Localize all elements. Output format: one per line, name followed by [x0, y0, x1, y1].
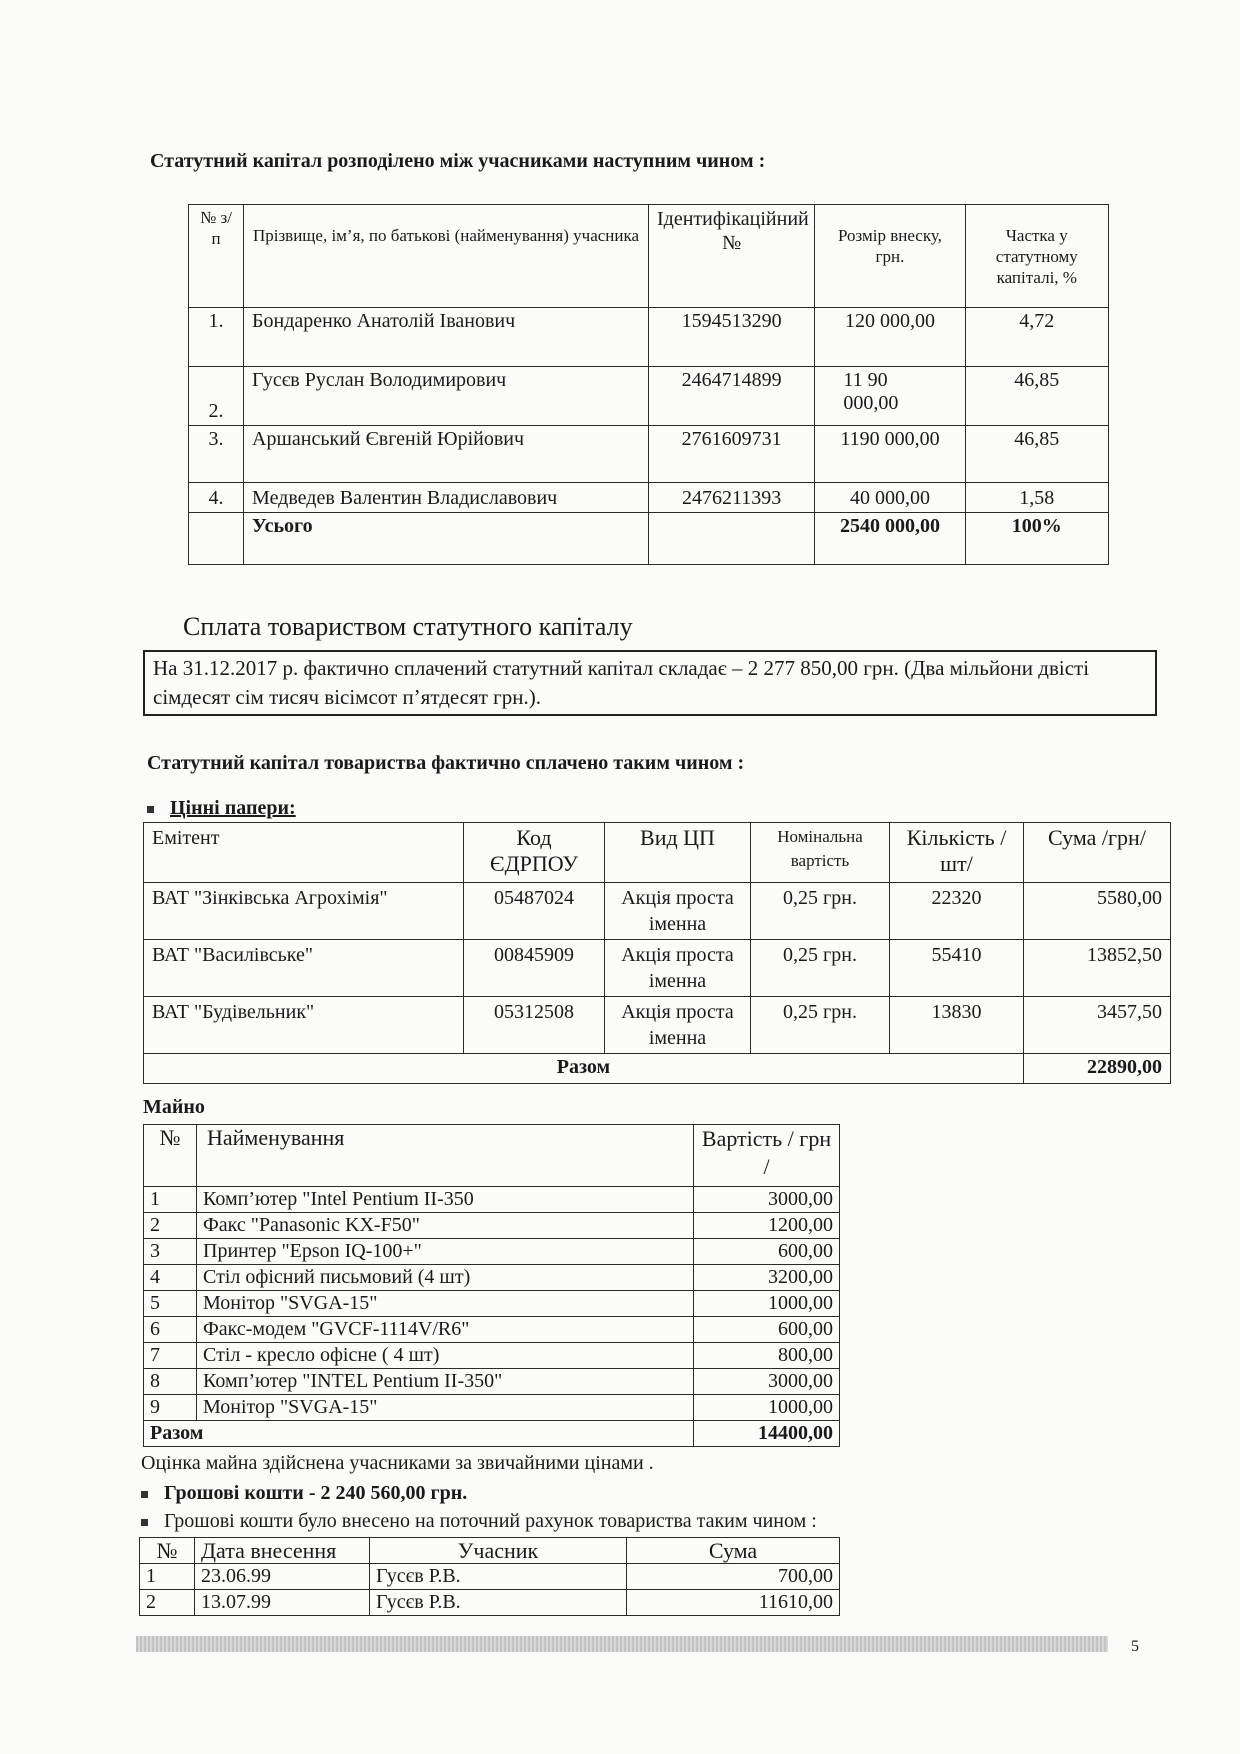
cell-num: 1.	[189, 308, 244, 367]
cell-issuer: ВАТ "Будівельник"	[144, 997, 464, 1054]
cell-sum: 700,00	[627, 1564, 840, 1590]
section-heading-property: Майно	[143, 1096, 205, 1118]
section-heading-payment: Сплата товариством статутного капіталу	[183, 612, 633, 641]
table-row	[144, 1265, 840, 1291]
bullet-icon	[147, 806, 154, 813]
table-total-row	[189, 513, 1109, 565]
cell-value: 600,00	[694, 1239, 840, 1265]
cell-id: 2476211393	[648, 483, 814, 513]
table-row	[144, 1187, 840, 1213]
header-id: Ідентифікаційний №	[648, 205, 814, 308]
cell-name: Комп’ютер "INTEL Pentium II-350"	[197, 1369, 694, 1395]
cell-qty: 55410	[890, 940, 1024, 997]
cell-value: 800,00	[694, 1343, 840, 1369]
cell-share: 4,72	[965, 308, 1108, 367]
cell-value: 3000,00	[694, 1369, 840, 1395]
cell-name: Аршанський Євгеній Юрійович	[244, 426, 649, 483]
cell-id: 2761609731	[648, 426, 814, 483]
header-name: Найменування	[197, 1125, 694, 1187]
section-heading-paid-manner: Статутний капітал товариства фактично сплачено таким чином :	[147, 752, 745, 774]
table-row	[144, 1317, 840, 1343]
cell-share: 46,85	[965, 367, 1108, 426]
table-row	[144, 1213, 840, 1239]
table-total-row	[144, 1054, 1171, 1084]
cell-name: Медведев Валентин Владиславович	[244, 483, 649, 513]
header-qty: Кількість /шт/	[890, 823, 1024, 883]
cell-amount: 1190 000,00	[815, 426, 965, 483]
cell-num: 3.	[189, 426, 244, 483]
cell-date: 13.07.99	[195, 1590, 370, 1616]
table-row	[144, 1291, 840, 1317]
cell-code: 05312508	[464, 997, 605, 1054]
cell-num: 1	[140, 1564, 195, 1590]
cell-name: Гусєв Руслан Володимирович	[244, 367, 649, 426]
table-row	[189, 426, 1109, 483]
cell-type: Акція проста іменна	[605, 940, 751, 997]
header-issuer: Емітент	[144, 823, 464, 883]
cell-num: 5	[144, 1291, 197, 1317]
table-row	[189, 367, 1109, 426]
cell-type: Акція проста іменна	[605, 997, 751, 1054]
cash-heading: Грошові кошти - 2 240 560,00 грн.	[141, 1482, 467, 1505]
cell-qty: 13830	[890, 997, 1024, 1054]
total-value: 14400,00	[694, 1421, 840, 1447]
cell-qty: 22320	[890, 883, 1024, 940]
table-row	[144, 997, 1171, 1054]
header-sum: Сума	[627, 1538, 840, 1564]
section-heading-securities	[147, 797, 296, 820]
header-nominal: Номінальна вартість	[751, 823, 890, 883]
header-num: № з/п	[189, 205, 244, 308]
cell-value: 1000,00	[694, 1291, 840, 1317]
table-row	[189, 308, 1109, 367]
header-code: Код ЄДРПОУ	[464, 823, 605, 883]
cell-num: 2.	[189, 367, 244, 426]
cell-name: Комп’ютер "Intel Pentium II-350	[197, 1187, 694, 1213]
header-num: №	[144, 1125, 197, 1187]
header-value: Вартість / грн /	[694, 1125, 840, 1187]
header-share: Частка у статутному капіталі, %	[965, 205, 1108, 308]
cell-participant: Гусєв Р.В.	[370, 1564, 627, 1590]
cash-table	[139, 1537, 840, 1616]
cell-name: Бондаренко Анатолій Іванович	[244, 308, 649, 367]
header-participant: Учасник	[370, 1538, 627, 1564]
cell-nominal: 0,25 грн.	[751, 997, 890, 1054]
cell-date: 23.06.99	[195, 1564, 370, 1590]
cell-value: 600,00	[694, 1317, 840, 1343]
header-type: Вид ЦП	[605, 823, 751, 883]
table-header-row	[144, 1125, 840, 1187]
table-row	[144, 1369, 840, 1395]
cell-amount: 120 000,00	[815, 308, 965, 367]
total-label: Разом	[144, 1054, 1024, 1084]
cell-value: 1000,00	[694, 1395, 840, 1421]
cell-num: 7	[144, 1343, 197, 1369]
cell-sum: 11610,00	[627, 1590, 840, 1616]
cell-value: 3200,00	[694, 1265, 840, 1291]
cell-num: 2	[144, 1213, 197, 1239]
cell-num: 3	[144, 1239, 197, 1265]
table-total-row	[144, 1421, 840, 1447]
securities-table	[143, 822, 1171, 1084]
total-label: Разом	[144, 1421, 694, 1447]
cell-sum: 13852,50	[1024, 940, 1171, 997]
cell-name: Монітор "SVGA-15"	[197, 1395, 694, 1421]
total-sum: 22890,00	[1024, 1054, 1171, 1084]
table-row	[144, 1395, 840, 1421]
table-header-row	[144, 823, 1171, 883]
bullet-icon	[141, 1491, 148, 1498]
payment-info-box	[143, 650, 1157, 716]
total-share: 100%	[965, 513, 1108, 565]
cell-id: 1594513290	[648, 308, 814, 367]
section-heading-distribution: Статутний капітал розподілено між учасниками наступним чином :	[150, 150, 766, 172]
cash-description: Грошові кошти було внесено на поточний рахунок товариства таким чином :	[141, 1510, 817, 1533]
total-label: Усього	[244, 513, 649, 565]
page-number: 5	[1131, 1638, 1139, 1655]
header-num: №	[140, 1538, 195, 1564]
cell-value: 1200,00	[694, 1213, 840, 1239]
cell-code: 00845909	[464, 940, 605, 997]
cell-num: 8	[144, 1369, 197, 1395]
table-row	[144, 940, 1171, 997]
cell-name: Факс "Panasonic KX-F50"	[197, 1213, 694, 1239]
table-header-row	[140, 1538, 840, 1564]
valuation-note: Оцінка майна здійснена учасниками за звичайними цінами .	[141, 1452, 654, 1474]
cell-id: 2464714899	[648, 367, 814, 426]
cell-nominal: 0,25 грн.	[751, 883, 890, 940]
total-amount: 2540 000,00	[815, 513, 965, 565]
payment-text: На 31.12.2017 р. фактично сплачений статутний капітал складає – 2 277 850,00 грн. (Два мільйони двісті сімдесят сім тисяч вісімсот п’ятдесят грн.).	[153, 656, 1090, 709]
cell-code: 05487024	[464, 883, 605, 940]
cell-num: 9	[144, 1395, 197, 1421]
table-row	[189, 483, 1109, 513]
cell-amount: 11 90 000,00	[815, 367, 965, 426]
cell-name: Монітор "SVGA-15"	[197, 1291, 694, 1317]
cell-sum: 3457,50	[1024, 997, 1171, 1054]
cell-num: 4	[144, 1265, 197, 1291]
cell-participant: Гусєв Р.В.	[370, 1590, 627, 1616]
table-row	[140, 1590, 840, 1616]
cell-nominal: 0,25 грн.	[751, 940, 890, 997]
cell-share: 1,58	[965, 483, 1108, 513]
cell-value: 3000,00	[694, 1187, 840, 1213]
cell-amount: 40 000,00	[815, 483, 965, 513]
cell-sum: 5580,00	[1024, 883, 1171, 940]
table-row	[144, 883, 1171, 940]
cell-type: Акція проста іменна	[605, 883, 751, 940]
cell-issuer: ВАТ "Зінківська Агрохімія"	[144, 883, 464, 940]
securities-label: Цінні папери:	[170, 797, 296, 819]
header-name: Прізвище, ім’я, по батькові (найменування) учасника	[244, 205, 649, 308]
header-sum: Сума /грн/	[1024, 823, 1171, 883]
table-row	[140, 1564, 840, 1590]
cell-num: 4.	[189, 483, 244, 513]
table-row	[144, 1239, 840, 1265]
cell-num: 1	[144, 1187, 197, 1213]
property-table	[143, 1124, 840, 1447]
table-header-row	[189, 205, 1109, 308]
bullet-icon	[141, 1519, 148, 1526]
cell-num: 2	[140, 1590, 195, 1616]
footer-bar	[136, 1636, 1108, 1652]
cell-share: 46,85	[965, 426, 1108, 483]
cell-issuer: ВАТ "Василівське"	[144, 940, 464, 997]
cell-name: Стіл - кресло офісне ( 4 шт)	[197, 1343, 694, 1369]
cell-num: 6	[144, 1317, 197, 1343]
table-row	[144, 1343, 840, 1369]
cell-name: Факс-модем "GVCF-1114V/R6"	[197, 1317, 694, 1343]
participants-table	[188, 204, 1109, 565]
header-amount: Розмір внеску, грн.	[815, 205, 965, 308]
header-date: Дата внесення	[195, 1538, 370, 1564]
cell-name: Принтер "Epson IQ-100+"	[197, 1239, 694, 1265]
cell-name: Стіл офісний письмовий (4 шт)	[197, 1265, 694, 1291]
